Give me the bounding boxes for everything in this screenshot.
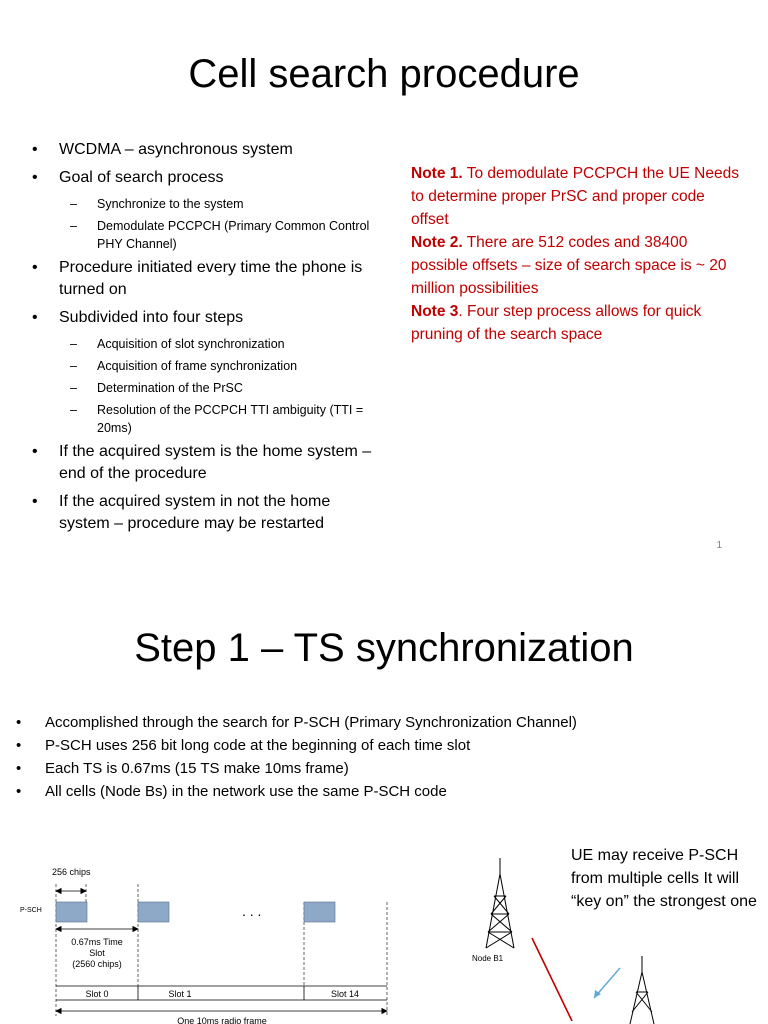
bullet-home-system: • If the acquired system is the home system – end of the procedure xyxy=(30,441,380,485)
note-1-label: Note 1. xyxy=(411,165,463,182)
slide-step1 xyxy=(0,576,768,1024)
tower-icon-2 xyxy=(630,956,654,1024)
bullet-psch-code: • P-SCH uses 256 bit long code at the beginning of each time slot xyxy=(0,736,580,756)
bullet-same-code: • All cells (Node Bs) in the network use the same P-SCH code xyxy=(0,782,580,802)
bullet-wcdma: • WCDMA – asynchronous system xyxy=(30,139,380,161)
callout-text: UE may receive P-SCH from multiple cells It will “key on” the strongest one xyxy=(571,847,757,910)
slide1-title: Cell search procedure xyxy=(188,52,580,96)
note-2-text: There are 512 codes and 38400 possible offsets – size of search space is ~ 20 million possibilities xyxy=(411,234,727,297)
slot-14-label: Slot 14 xyxy=(330,989,360,999)
psch-block-slot14 xyxy=(304,902,335,922)
slot-0-label: Slot 0 xyxy=(85,989,109,999)
chips-label: 256 chips xyxy=(52,867,91,877)
notes-box xyxy=(411,162,741,346)
psch-block-slot1 xyxy=(138,902,169,922)
sub-bullet-frame-sync: – Acquisition of frame synchronization xyxy=(30,357,380,375)
slide2-title: Step 1 – TS synchronization xyxy=(134,626,634,670)
sub-bullet-synchronize: – Synchronize to the system xyxy=(30,195,380,213)
sub-bullet-slot-sync: – Acquisition of slot synchronization xyxy=(30,335,380,353)
sub-bullet-demodulate: – Demodulate PCCPCH (Primary Common Control PHY Channel) xyxy=(30,217,380,253)
slide1-bullet-list xyxy=(30,139,380,541)
note-1-text: To demodulate PCCPCH the UE Needs to determine proper PrSC and proper code offset xyxy=(411,165,739,228)
sub-bullet-tti: – Resolution of the PCCPCH TTI ambiguity (TTI = 20ms) xyxy=(30,401,380,437)
note-2-label: Note 2. xyxy=(411,234,463,251)
note-2 xyxy=(411,231,741,300)
red-signal-arrow xyxy=(532,938,572,1021)
page-number: 1 xyxy=(716,540,722,551)
bullet-four-steps: • Subdivided into four steps xyxy=(30,307,380,329)
frame-label: One 10ms radio frame xyxy=(177,1016,267,1024)
slot-time-line3: (2560 chips) xyxy=(72,959,122,969)
slot-time-line2: Slot xyxy=(89,948,105,958)
psch-block-slot0 xyxy=(56,902,87,922)
slot-diagram xyxy=(0,846,400,1024)
slot-time-line1: 0.67ms Time xyxy=(71,937,123,947)
slot-1-label: Slot 1 xyxy=(168,989,192,999)
bullet-not-home-system: • If the acquired system in not the home system – procedure may be restarted xyxy=(30,491,380,535)
bullet-procedure-initiated: • Procedure initiated every time the phone is turned on xyxy=(30,257,380,301)
slots-ellipsis: . . . xyxy=(242,903,262,919)
note-1 xyxy=(411,162,741,231)
node-b1-label: Node B1 xyxy=(472,954,504,963)
bullet-goal: • Goal of search process xyxy=(30,167,380,189)
bullet-ts-duration: • Each TS is 0.67ms (15 TS make 10ms frame) xyxy=(0,759,580,779)
slide2-bullet-list xyxy=(0,713,580,805)
tower-icon xyxy=(486,858,514,948)
bullet-psch-search: • Accomplished through the search for P-SCH (Primary Synchronization Channel) xyxy=(0,713,580,733)
note-3-label: Note 3 xyxy=(411,303,459,320)
sub-bullet-prsc: – Determination of the PrSC xyxy=(30,379,380,397)
note-3 xyxy=(411,300,741,346)
psch-label: P-SCH xyxy=(20,907,42,914)
note-3-text: . Four step process allows for quick pruning of the search space xyxy=(411,303,702,343)
